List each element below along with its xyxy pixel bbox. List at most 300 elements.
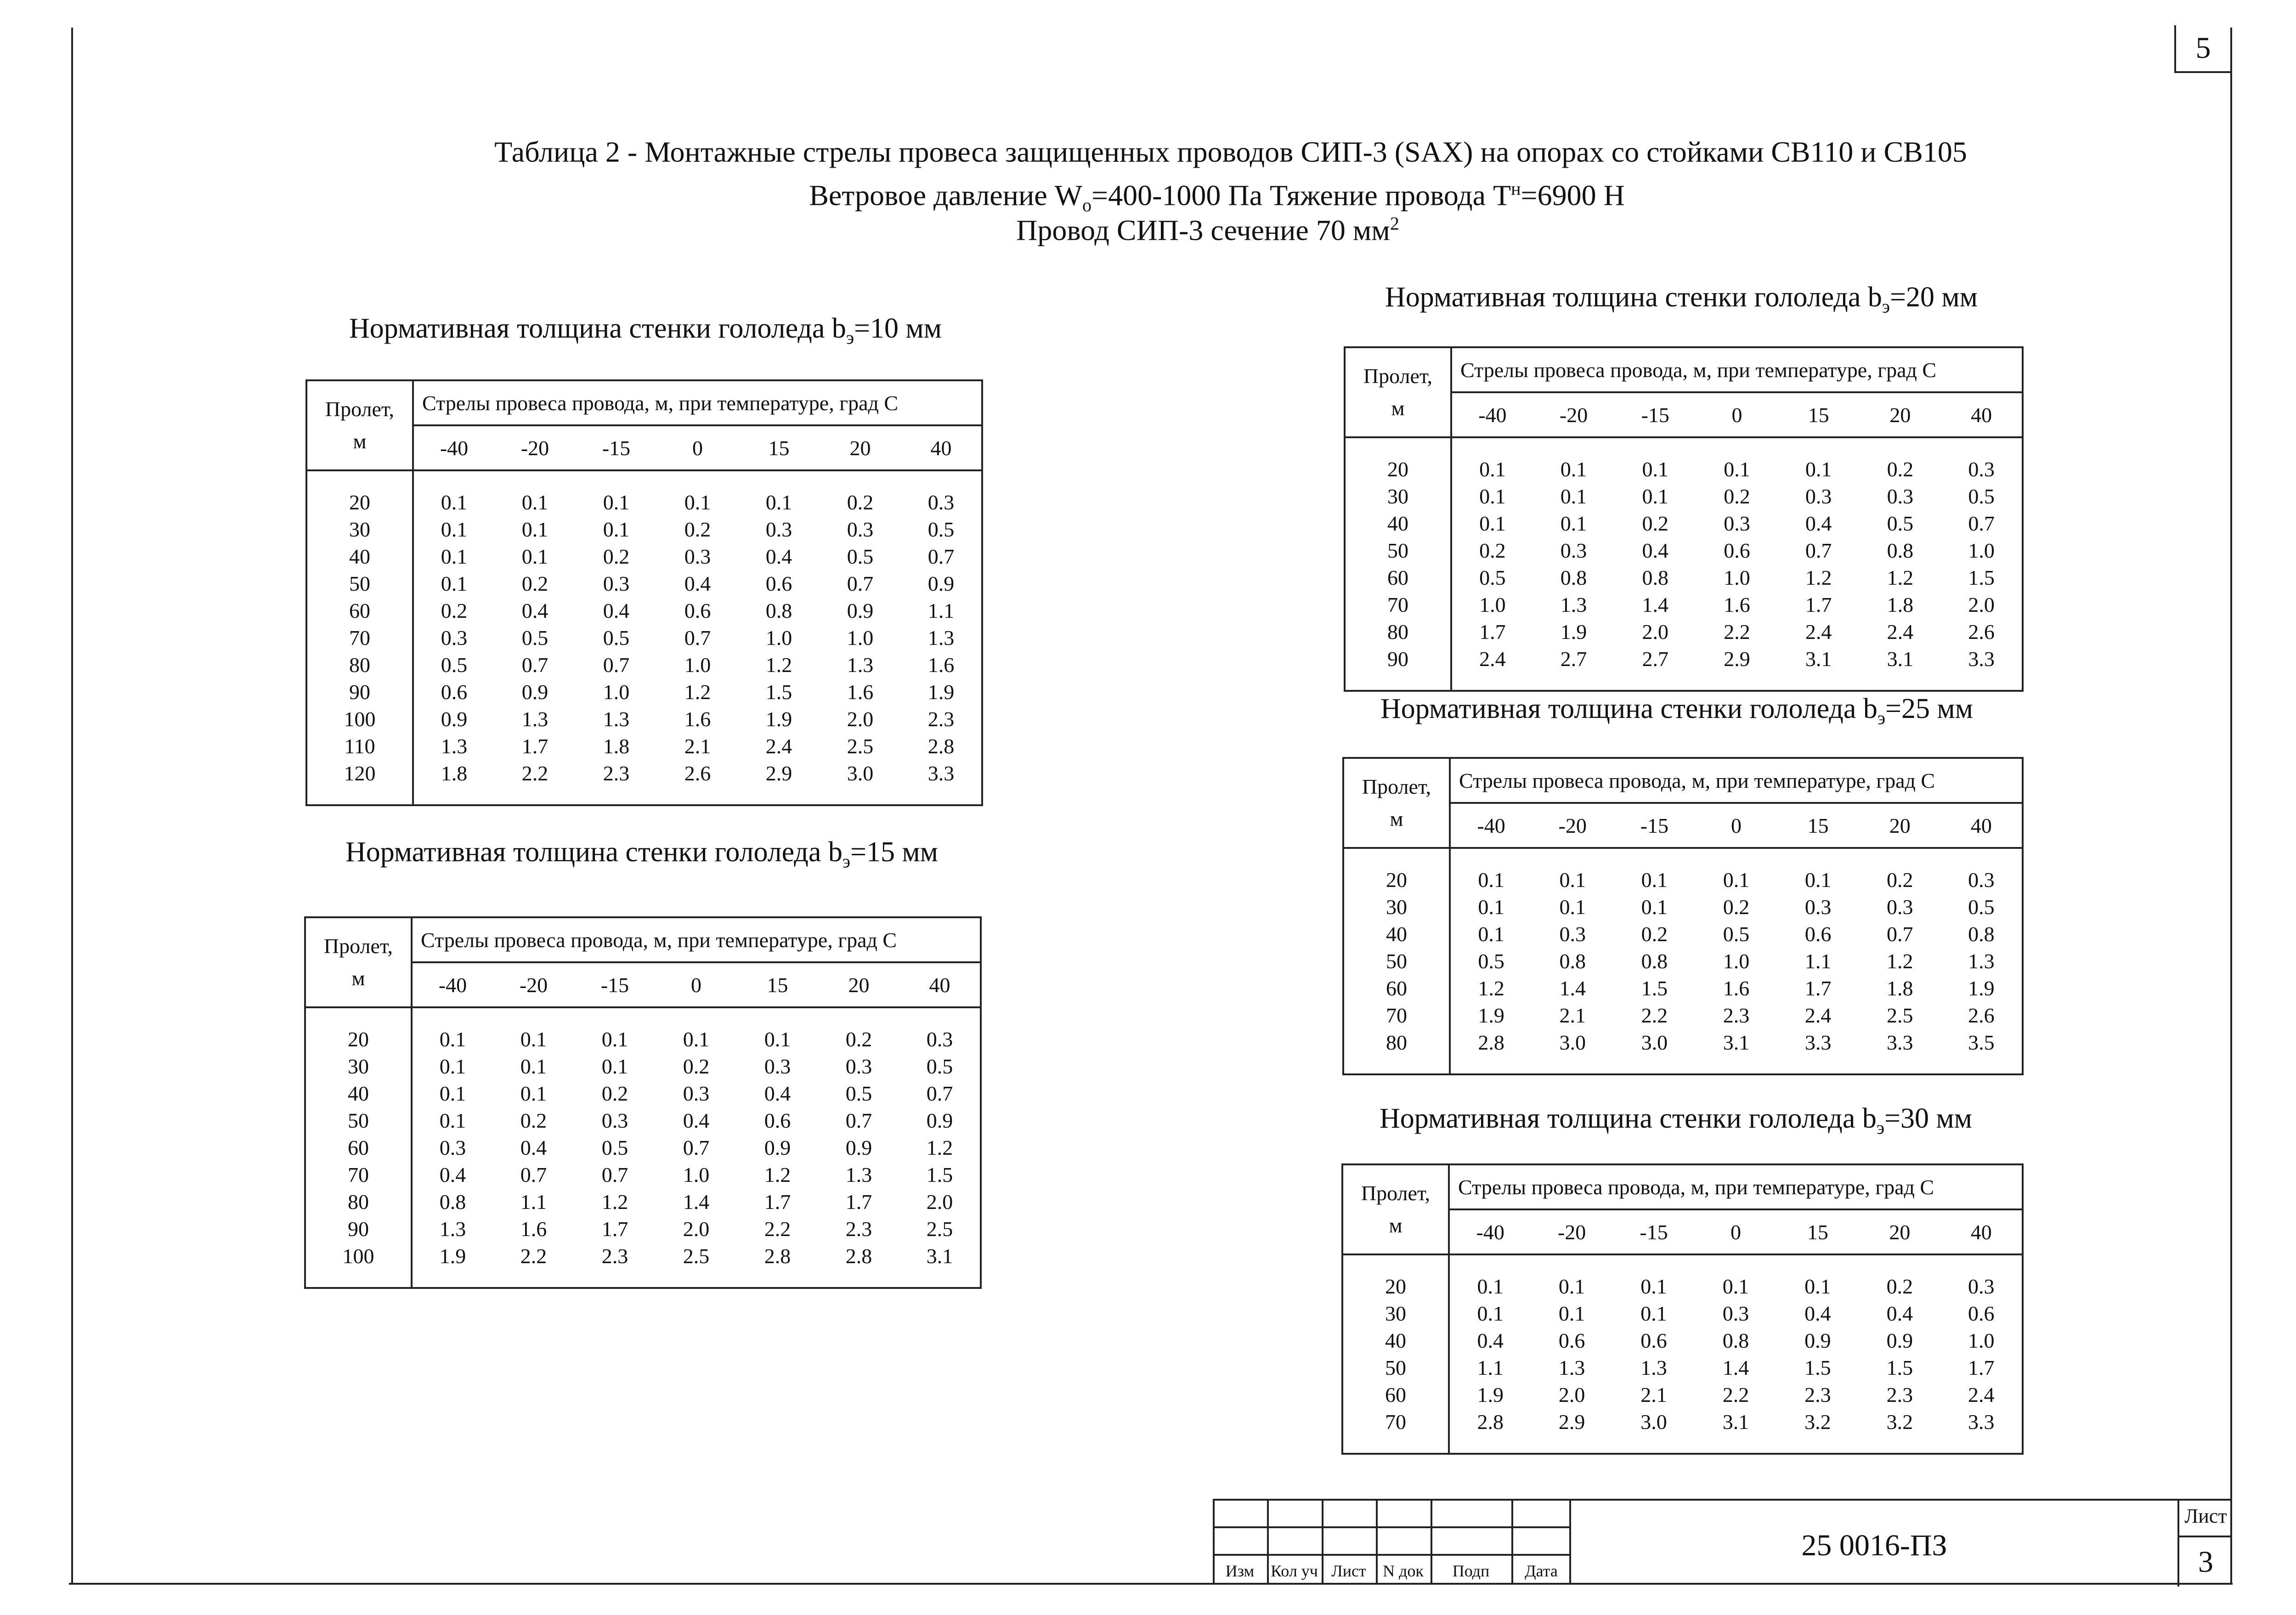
- sag-value-cell: 0.4: [683, 1109, 710, 1132]
- sag-value-cell: 0.2: [1887, 457, 1914, 481]
- sag-value-cell: 1.0: [683, 1163, 710, 1186]
- sag-value-cell: 3.2: [1804, 1410, 1831, 1434]
- sag-value-cell: 0.8: [1722, 1329, 1749, 1352]
- top-sheet-number: 5: [2174, 25, 2230, 73]
- sag-table-ice-20: [1344, 346, 2024, 692]
- table-row: [306, 570, 982, 597]
- span-cell: 80: [1343, 1029, 1450, 1056]
- sag-value-cell: 0.1: [1804, 868, 1832, 892]
- sag-value-cell: 0.3: [439, 1136, 466, 1159]
- temperature-header: 20: [1859, 803, 1941, 848]
- sag-value-cell: 1.5: [1886, 1356, 1913, 1379]
- stamp-label-list: Лист: [1331, 1562, 1366, 1580]
- sag-value-cell: 0.1: [1560, 512, 1587, 535]
- sag-value-cell: 1.0: [1479, 593, 1506, 616]
- sag-value-cell: 0.3: [1968, 868, 1995, 892]
- sag-value-cell: 0.1: [441, 518, 468, 541]
- sag-value-cell: 1.2: [926, 1136, 953, 1159]
- temperature-header: -40: [412, 962, 493, 1007]
- span-cell: 120: [306, 760, 413, 787]
- sag-value-cell: 0.7: [847, 572, 874, 595]
- sag-value-cell: 2.3: [927, 707, 955, 731]
- table-row: [1342, 1354, 2023, 1381]
- sag-value-cell: 1.6: [684, 707, 711, 731]
- sag-value-cell: 0.9: [845, 1136, 872, 1159]
- span-cell: 80: [306, 651, 413, 678]
- sag-value-cell: 0.5: [603, 626, 630, 649]
- sag-value-cell: 0.7: [1968, 512, 1995, 535]
- sag-value-cell: 0.3: [601, 1109, 628, 1132]
- span-header-label: Пролет,: [1363, 364, 1433, 388]
- span-header-label: Пролет,: [323, 934, 393, 958]
- wire-section-line: Провод СИП-3 сечение 70 $мм^2$: [1016, 213, 1399, 247]
- sag-value-cell: 0.1: [520, 1055, 547, 1078]
- sag-value-cell: 0.7: [1805, 539, 1832, 562]
- sag-value-cell: 0.1: [521, 518, 549, 541]
- span-cell: 50: [305, 1107, 412, 1134]
- span-cell: 30: [1343, 893, 1450, 920]
- sag-value-cell: 1.2: [1887, 566, 1914, 589]
- sag-value-cell: 2.2: [521, 762, 549, 785]
- sag-value-cell: 1.7: [1968, 1356, 1995, 1379]
- sag-value-cell: 0.1: [1477, 1275, 1504, 1298]
- sag-value-cell: 1.8: [441, 762, 468, 785]
- sag-value-cell: 1.9: [439, 1244, 466, 1268]
- sag-value-cell: 1.0: [1968, 1329, 1995, 1352]
- span-header: [306, 380, 413, 470]
- temperature-header: 15: [1778, 392, 1860, 437]
- sag-value-cell: 1.7: [1804, 977, 1832, 1000]
- sag-value-cell: 0.7: [603, 653, 630, 677]
- table-row: [1342, 1273, 2023, 1300]
- sag-value-cell: 1.7: [1805, 593, 1832, 616]
- sag-value-cell: 0.1: [1724, 457, 1750, 481]
- sag-value-cell: 0.1: [1479, 512, 1506, 535]
- temperature-header: 0: [656, 962, 737, 1007]
- sag-value-cell: 0.2: [1723, 895, 1750, 919]
- sag-value-cell: 0.3: [1722, 1302, 1749, 1325]
- temperature-header: -40: [1451, 392, 1533, 437]
- sag-value-cell: 0.9: [1804, 1329, 1831, 1352]
- sag-value-cell: 0.7: [684, 626, 711, 649]
- sag-value-cell: 0.7: [1887, 922, 1913, 946]
- sag-value-cell: 0.1: [1641, 895, 1668, 919]
- table-row: [306, 678, 982, 706]
- table-row: [306, 516, 982, 543]
- sag-value-cell: 2.3: [845, 1217, 872, 1241]
- sag-value-cell: 0.2: [1887, 868, 1913, 892]
- sag-value-cell: 0.3: [1560, 539, 1587, 562]
- sag-value-cell: 0.1: [520, 1028, 547, 1051]
- span-cell: 50: [1342, 1354, 1449, 1381]
- sag-value-cell: 2.6: [1968, 620, 1995, 644]
- sag-value-cell: 0.6: [684, 599, 711, 622]
- stamp-label-izm: Изм: [1225, 1562, 1255, 1580]
- sag-value-cell: 1.3: [1968, 949, 1995, 973]
- stamp-label-podp: Подп: [1452, 1562, 1490, 1580]
- temperature-header: 40: [1941, 803, 2023, 848]
- sag-value-cell: 0.4: [684, 572, 711, 595]
- sheet-number-box: [2177, 1499, 2232, 1587]
- sag-value-cell: 0.1: [1805, 457, 1832, 481]
- sag-value-cell: 0.5: [845, 1082, 872, 1105]
- stamp-label-kol-uch: Кол уч: [1271, 1562, 1318, 1580]
- span-header: [1345, 347, 1451, 437]
- table-row: [305, 1188, 981, 1215]
- sag-value-cell: 1.2: [1887, 949, 1913, 973]
- sag-value-cell: 1.6: [847, 680, 874, 704]
- sag-value-cell: 0.4: [603, 599, 630, 622]
- sag-value-cell: 1.3: [441, 734, 468, 758]
- temperature-header: -40: [1449, 1209, 1531, 1254]
- sag-header: Стрелы провеса провода, м, при температуре, град С: [1449, 1164, 2023, 1209]
- span-cell: 60: [1342, 1381, 1449, 1408]
- sag-value-cell: 2.7: [1560, 647, 1587, 671]
- sag-table-ice-30: [1341, 1163, 2024, 1455]
- span-header: [1343, 758, 1450, 848]
- sag-value-cell: 2.4: [765, 734, 792, 758]
- sag-value-cell: 3.3: [1968, 1410, 1995, 1434]
- sag-value-cell: 0.2: [847, 491, 874, 514]
- temperature-header: -40: [1450, 803, 1532, 848]
- sag-value-cell: 0.1: [1560, 457, 1587, 481]
- sag-value-cell: 0.1: [1642, 457, 1668, 481]
- sag-header: Стрелы провеса провода, м, при температуре, град С: [412, 917, 981, 962]
- sag-value-cell: 2.7: [1642, 647, 1668, 671]
- sag-value-cell: 3.0: [1640, 1410, 1667, 1434]
- caption-ice-15: Нормативная толщина стенки гололеда $b_э=15$ мм: [345, 836, 938, 872]
- table-row: [1345, 510, 2023, 537]
- span-header: [1342, 1164, 1449, 1254]
- sag-value-cell: 0.3: [926, 1028, 953, 1051]
- table-row: [1345, 591, 2023, 618]
- sag-value-cell: 3.1: [1723, 1031, 1750, 1054]
- sag-value-cell: 0.2: [1724, 485, 1750, 508]
- sag-value-cell: 0.4: [764, 1082, 791, 1105]
- caption-ice-20: Нормативная толщина стенки гололеда $b_э=20$ мм: [1385, 282, 1978, 317]
- sag-value-cell: 0.9: [441, 707, 468, 731]
- span-cell: 30: [306, 516, 413, 543]
- sag-value-cell: 1.8: [1887, 593, 1914, 616]
- span-header-unit: м: [1391, 396, 1405, 420]
- sag-value-cell: 0.1: [683, 1028, 710, 1051]
- sag-value-cell: 1.7: [521, 734, 549, 758]
- sag-value-cell: 0.1: [1478, 895, 1504, 919]
- sag-value-cell: 2.8: [927, 734, 955, 758]
- sag-value-cell: 0.6: [1968, 1302, 1995, 1325]
- span-cell: 70: [1342, 1408, 1449, 1435]
- sag-value-cell: 0.1: [1723, 868, 1750, 892]
- sag-value-cell: 1.7: [764, 1190, 791, 1214]
- sag-value-cell: 0.1: [603, 518, 630, 541]
- sag-value-cell: 1.0: [1723, 949, 1750, 973]
- stamp-label-data: Дата: [1525, 1562, 1558, 1580]
- sag-value-cell: 2.2: [1724, 620, 1750, 644]
- sag-value-cell: 0.6: [1804, 922, 1832, 946]
- temperature-header: -20: [493, 962, 574, 1007]
- sag-value-cell: 2.0: [1642, 620, 1668, 644]
- temperature-header: 15: [1777, 1209, 1859, 1254]
- sag-value-cell: 0.2: [845, 1028, 872, 1051]
- table-row: [306, 624, 982, 651]
- sag-header: Стрелы провеса провода, м, при температуре, град С: [1451, 347, 2023, 392]
- sag-value-cell: 0.7: [683, 1136, 710, 1159]
- table-row: [1343, 920, 2023, 948]
- sag-value-cell: 2.1: [684, 734, 711, 758]
- table-title: Таблица 2 - Монтажные стрелы провеса защищенных проводов СИП-3 (SAX) на опорах со стойками СВ110 и СВ105: [494, 136, 1967, 168]
- span-cell: 100: [306, 706, 413, 733]
- table-row: [1343, 1029, 2023, 1056]
- sag-value-cell: 0.1: [441, 491, 468, 514]
- sag-value-cell: 2.0: [683, 1217, 710, 1241]
- span-cell: 60: [1343, 975, 1450, 1002]
- temperature-header: 15: [737, 962, 818, 1007]
- sheet-label: Лист: [2184, 1505, 2227, 1527]
- sag-value-cell: 0.5: [1478, 949, 1504, 973]
- table-row: [1343, 975, 2023, 1002]
- sag-value-cell: 0.1: [765, 491, 792, 514]
- table-row: [306, 651, 982, 678]
- sag-value-cell: 1.3: [603, 707, 630, 731]
- sag-value-cell: 1.6: [520, 1217, 547, 1241]
- temperature-header: -40: [413, 425, 494, 470]
- sag-value-cell: 0.6: [1558, 1329, 1585, 1352]
- sag-value-cell: 0.2: [1641, 922, 1668, 946]
- sag-value-cell: 1.7: [1479, 620, 1506, 644]
- sag-value-cell: 1.8: [1887, 977, 1913, 1000]
- span-cell: 40: [1342, 1327, 1449, 1354]
- table-row: [1345, 618, 2023, 645]
- sag-value-cell: 0.9: [521, 680, 549, 704]
- table-row: [1345, 645, 2023, 672]
- sag-value-cell: 0.4: [439, 1163, 466, 1186]
- sag-value-cell: 0.1: [439, 1055, 466, 1078]
- sag-value-cell: 0.1: [1641, 868, 1668, 892]
- sag-value-cell: 1.0: [684, 653, 711, 677]
- span-cell: 30: [305, 1053, 412, 1080]
- sag-value-cell: 0.2: [603, 545, 630, 568]
- sag-value-cell: 1.0: [847, 626, 874, 649]
- span-cell: 60: [305, 1134, 412, 1161]
- sag-value-cell: 1.4: [1722, 1356, 1749, 1379]
- sag-value-cell: 2.0: [926, 1190, 953, 1214]
- span-cell: 50: [306, 570, 413, 597]
- sag-value-cell: 0.1: [1559, 868, 1586, 892]
- sag-value-cell: 0.3: [764, 1055, 791, 1078]
- span-header: [305, 917, 412, 1007]
- span-cell: 30: [1345, 483, 1451, 510]
- sag-value-cell: 3.0: [1559, 1031, 1586, 1054]
- sag-value-cell: 0.4: [765, 545, 792, 568]
- sag-value-cell: 0.5: [1968, 485, 1995, 508]
- sag-value-cell: 0.3: [1887, 485, 1914, 508]
- sag-value-cell: 3.3: [1804, 1031, 1832, 1054]
- sag-value-cell: 0.1: [1477, 1302, 1504, 1325]
- sag-value-cell: 0.1: [439, 1082, 466, 1105]
- sag-value-cell: 0.1: [1478, 922, 1504, 946]
- sag-value-cell: 0.4: [1477, 1329, 1504, 1352]
- sag-value-cell: 0.5: [521, 626, 549, 649]
- temperature-header: 0: [657, 425, 738, 470]
- sag-value-cell: 1.3: [1558, 1356, 1585, 1379]
- wind-tension-line: Ветровое давление $W_o=400-1000$ Па Тяжение провода $T^н=6900$ Н: [809, 178, 1625, 216]
- sag-value-cell: 0.8: [1641, 949, 1668, 973]
- sag-value-cell: 2.3: [1723, 1004, 1750, 1027]
- sag-value-cell: 1.2: [765, 653, 792, 677]
- sag-value-cell: 0.3: [603, 572, 630, 595]
- sag-value-cell: 1.5: [1641, 977, 1668, 1000]
- table-row: [1343, 948, 2023, 975]
- sag-value-cell: 2.3: [1804, 1383, 1831, 1406]
- table-row: [306, 489, 982, 516]
- temperature-header: 40: [899, 962, 981, 1007]
- sag-value-cell: 1.9: [1478, 1004, 1504, 1027]
- span-cell: 60: [306, 597, 413, 624]
- sag-value-cell: 0.2: [683, 1055, 710, 1078]
- sag-value-cell: 0.8: [1559, 949, 1586, 973]
- sag-value-cell: 3.0: [847, 762, 874, 785]
- sag-value-cell: 0.3: [1805, 485, 1832, 508]
- sag-value-cell: 0.3: [1559, 922, 1586, 946]
- temperature-header: -15: [1613, 1209, 1695, 1254]
- sag-value-cell: 2.5: [683, 1244, 710, 1268]
- sag-value-cell: 2.2: [1641, 1004, 1668, 1027]
- sag-table-ice-15: [304, 916, 982, 1289]
- stamp-label-n-dok: N док: [1383, 1562, 1424, 1580]
- span-cell: 40: [1343, 920, 1450, 948]
- sag-value-cell: 0.7: [601, 1163, 628, 1186]
- temperature-header: -20: [494, 425, 576, 470]
- table-row: [1342, 1327, 2023, 1354]
- table-row: [1343, 893, 2023, 920]
- sag-value-cell: 1.2: [1805, 566, 1832, 589]
- sag-value-cell: 1.5: [1968, 566, 1995, 589]
- temperature-header: 40: [1941, 1209, 2023, 1254]
- span-cell: 20: [1342, 1273, 1449, 1300]
- span-header-label: Пролет,: [325, 397, 395, 421]
- sag-value-cell: 2.0: [1968, 593, 1995, 616]
- sag-value-cell: 0.7: [926, 1082, 953, 1105]
- span-cell: 70: [1345, 591, 1451, 618]
- sag-value-cell: 1.7: [601, 1217, 628, 1241]
- sag-value-cell: 0.3: [1968, 1275, 1995, 1298]
- sag-value-cell: 0.1: [1640, 1302, 1667, 1325]
- sag-value-cell: 0.3: [927, 491, 955, 514]
- sheet-number: 3: [2198, 1545, 2213, 1579]
- sag-value-cell: 0.1: [441, 572, 468, 595]
- sag-value-cell: 0.1: [1642, 485, 1668, 508]
- sag-value-cell: 0.8: [765, 599, 792, 622]
- sag-value-cell: 0.9: [764, 1136, 791, 1159]
- sag-value-cell: 0.1: [603, 491, 630, 514]
- sag-value-cell: 3.1: [1805, 647, 1832, 671]
- sag-value-cell: 2.4: [1887, 620, 1914, 644]
- table-row: [305, 1242, 981, 1270]
- sag-value-cell: 2.1: [1640, 1383, 1667, 1406]
- sag-value-cell: 2.4: [1968, 1383, 1995, 1406]
- sag-value-cell: 2.4: [1479, 647, 1506, 671]
- sag-value-cell: 0.5: [927, 518, 955, 541]
- temperature-header: 40: [901, 425, 982, 470]
- sag-value-cell: 0.1: [439, 1028, 466, 1051]
- sag-header: Стрелы провеса провода, м, при температуре, град С: [1450, 758, 2023, 803]
- span-cell: 40: [1345, 510, 1451, 537]
- sag-value-cell: 1.7: [845, 1190, 872, 1214]
- sag-value-cell: 1.4: [1642, 593, 1668, 616]
- sag-value-cell: 1.6: [1723, 977, 1750, 1000]
- temperature-header: -15: [574, 962, 656, 1007]
- table-row: [1345, 564, 2023, 591]
- span-header-label: Пролет,: [1361, 1181, 1431, 1205]
- sag-value-cell: 0.1: [1640, 1275, 1667, 1298]
- sag-value-cell: 0.1: [439, 1109, 466, 1132]
- sag-value-cell: 0.3: [1804, 895, 1832, 919]
- sag-value-cell: 1.0: [603, 680, 630, 704]
- sag-value-cell: 0.1: [764, 1028, 791, 1051]
- sag-value-cell: 3.2: [1886, 1410, 1913, 1434]
- sag-table-ice-10: [305, 379, 983, 806]
- table-row: [305, 1107, 981, 1134]
- sag-value-cell: 0.1: [1559, 895, 1586, 919]
- sag-value-cell: 0.3: [845, 1055, 872, 1078]
- sag-value-cell: 0.6: [1640, 1329, 1667, 1352]
- span-cell: 20: [1343, 866, 1450, 893]
- temperature-header: 20: [1859, 1209, 1940, 1254]
- sag-value-cell: 0.3: [847, 518, 874, 541]
- sag-value-cell: 0.8: [439, 1190, 466, 1214]
- sag-value-cell: 2.9: [1558, 1410, 1585, 1434]
- sag-value-cell: 3.1: [926, 1244, 953, 1268]
- sag-value-cell: 3.3: [927, 762, 955, 785]
- span-cell: 80: [305, 1188, 412, 1215]
- temperature-header: 15: [1777, 803, 1859, 848]
- sag-value-cell: 1.8: [603, 734, 630, 758]
- sag-value-cell: 0.1: [1479, 485, 1506, 508]
- sag-value-cell: 0.7: [521, 653, 549, 677]
- sag-value-cell: 0.1: [1478, 868, 1504, 892]
- sag-value-cell: 1.9: [1560, 620, 1587, 644]
- temperature-header: 20: [818, 962, 899, 1007]
- sag-value-cell: 0.4: [1886, 1302, 1913, 1325]
- sag-value-cell: 1.4: [683, 1190, 710, 1214]
- sag-value-cell: 1.5: [1804, 1356, 1831, 1379]
- sag-value-cell: 0.1: [684, 491, 711, 514]
- span-cell: 90: [305, 1215, 412, 1242]
- table-row: [306, 543, 982, 570]
- span-cell: 70: [306, 624, 413, 651]
- sag-value-cell: 0.2: [601, 1082, 628, 1105]
- sag-value-cell: 2.3: [1886, 1383, 1913, 1406]
- sag-value-cell: 0.8: [1887, 539, 1914, 562]
- sag-value-cell: 1.5: [926, 1163, 953, 1186]
- sag-value-cell: 0.6: [441, 680, 468, 704]
- table-row: [1342, 1408, 2023, 1435]
- table-row: [305, 1161, 981, 1188]
- sag-value-cell: 1.3: [847, 653, 874, 677]
- span-cell: 90: [306, 678, 413, 706]
- sag-value-cell: 2.8: [1477, 1410, 1504, 1434]
- sag-value-cell: 0.2: [684, 518, 711, 541]
- sag-value-cell: 1.2: [601, 1190, 628, 1214]
- sag-value-cell: 0.3: [765, 518, 792, 541]
- sag-value-cell: 0.1: [1479, 457, 1506, 481]
- document-code: 25 0016-ПЗ: [1801, 1529, 1947, 1562]
- sag-value-cell: 0.7: [520, 1163, 547, 1186]
- sag-value-cell: 0.5: [1968, 895, 1995, 919]
- sag-value-cell: 0.1: [1558, 1302, 1585, 1325]
- sag-value-cell: 0.5: [1723, 922, 1750, 946]
- temperature-header: -20: [1532, 803, 1613, 848]
